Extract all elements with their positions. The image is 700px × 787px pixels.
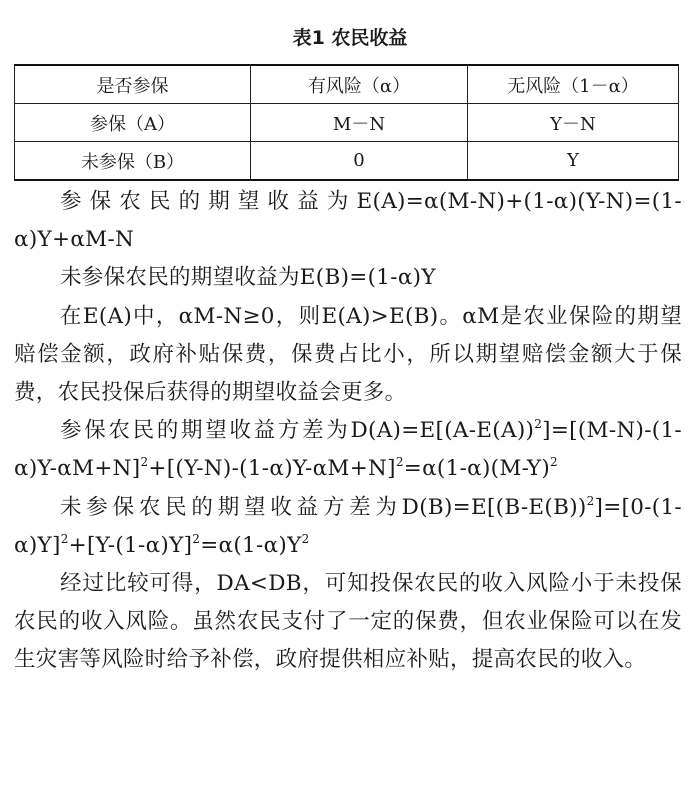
table-row	[15, 142, 679, 181]
farmer-income-table	[14, 64, 679, 181]
header-cell-no-risk: 无风险（1－α）	[468, 65, 679, 104]
formula-part: =α(1-α)Y	[200, 532, 302, 558]
table-cell: 未参保（B）	[15, 142, 251, 181]
paragraph-variance-insured	[14, 412, 682, 488]
table-cell: Y	[468, 142, 679, 181]
superscript: 2	[586, 493, 595, 508]
superscript: 2	[395, 455, 404, 470]
superscript: 2	[550, 455, 558, 470]
superscript: 2	[140, 455, 149, 470]
header-cell-with-risk: 有风险（α）	[251, 65, 468, 104]
formula-part: ]=[(M-N)-(1-α)Y-αM+N]	[14, 418, 682, 482]
table-cell: M－N	[251, 104, 468, 142]
formula-part: +[(Y-N)-(1-α)Y-αM+N]	[148, 456, 396, 482]
table-header-row	[15, 65, 679, 104]
table-row	[15, 104, 679, 142]
formula-part: +[Y-(1-α)Y]	[68, 532, 193, 558]
paragraph-conclusion: 经过比较可得，DA<DB，可知投保农民的收入风险小于未投保农民的收入风险。虽然农民支付了一定的保费，但农业保险可以在发生灾害等风险时给予补偿，政府提供相应补贴，提高农民的收入。	[14, 571, 682, 673]
paragraph-comparison: 在E(A)中，αM-N≥0，则E(A)>E(B)。αM是农业保险的期望赔偿金额，政府补贴保费，保费占比小，所以期望赔偿金额大于保费，农民投保后获得的期望收益会更多。	[14, 303, 682, 406]
table-caption: 表1 农民收益	[292, 27, 408, 49]
paragraph-expected-return-uninsured: 未参保农民的期望收益为E(B)=(1-α)Y	[60, 265, 436, 291]
formula-part: 参保农民的期望收益方差为D(A)=E[(A-E(A))	[60, 418, 535, 444]
paragraph-variance-uninsured	[14, 489, 682, 565]
header-cell-insured: 是否参保	[15, 65, 251, 104]
formula-part: ]=[0-(1-α)Y]	[14, 494, 682, 558]
table-cell: Y－N	[468, 104, 679, 142]
body-text	[14, 183, 682, 680]
superscript: 2	[60, 531, 69, 546]
superscript: 2	[192, 531, 201, 546]
superscript: 2	[534, 417, 543, 432]
superscript: 2	[301, 531, 310, 546]
paragraph-expected-return-insured: 参保农民的期望收益为E(A)=α(M-N)+(1-α)(Y-N)=(1-α)Y+αM-N	[14, 189, 682, 253]
table-cell: 参保（A）	[15, 104, 251, 142]
formula-part: =α(1-α)(M-Y)	[403, 456, 551, 482]
table-cell: 0	[251, 142, 468, 181]
formula-part: 未参保农民的期望收益方差为D(B)=E[(B-E(B))	[60, 494, 587, 520]
